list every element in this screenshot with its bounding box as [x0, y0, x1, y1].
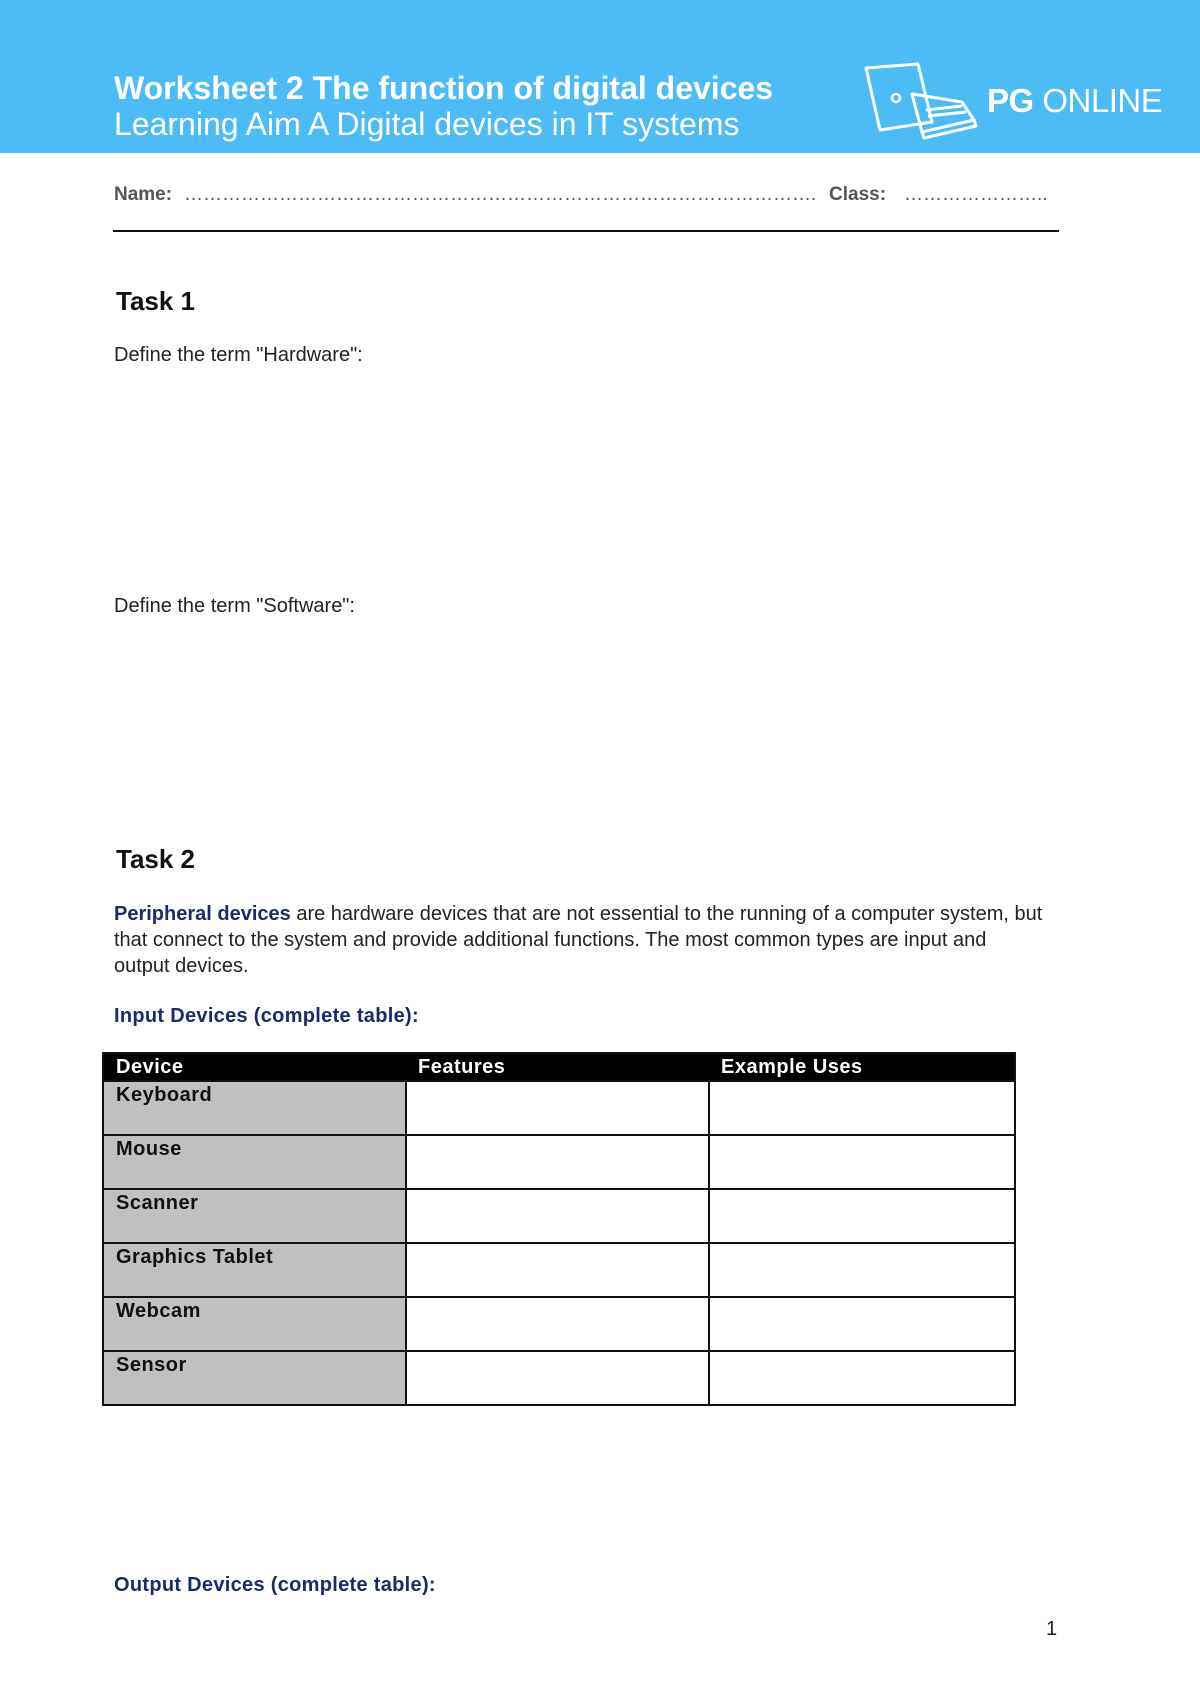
peripheral-term: Peripheral devices	[114, 903, 291, 925]
logo-online-text: ONLINE	[1042, 82, 1163, 119]
table-row	[103, 1189, 1015, 1243]
column-header-features: Features	[406, 1053, 709, 1081]
example-uses-cell[interactable]	[709, 1243, 1015, 1297]
class-field[interactable]: …………………..	[904, 184, 1048, 205]
logo-wordmark	[987, 82, 1162, 120]
table-row	[103, 1243, 1015, 1297]
peripheral-intro	[114, 901, 1044, 979]
logo-pg-text: PG	[987, 82, 1034, 119]
table-header-row	[103, 1053, 1015, 1081]
worksheet-subtitle: Learning Aim A Digital devices in IT systems	[114, 106, 740, 142]
laptop-icon	[862, 62, 982, 142]
worksheet-title: Worksheet 2 The function of digital devices	[114, 70, 774, 106]
header-divider	[113, 230, 1059, 232]
example-uses-cell[interactable]	[709, 1135, 1015, 1189]
page-number: 1	[1046, 1618, 1058, 1640]
device-name-cell: Keyboard	[103, 1081, 406, 1135]
table-row	[103, 1135, 1015, 1189]
peripheral-description: are hardware devices that are not essential to the running of a computer system, but that connect to the system and provide additional functions. The most common types are input and output devices.	[114, 903, 1043, 977]
column-header-device: Device	[103, 1053, 406, 1081]
features-cell[interactable]	[406, 1189, 709, 1243]
page-header	[0, 0, 1200, 153]
features-cell[interactable]	[406, 1243, 709, 1297]
student-info-row	[114, 184, 1058, 208]
hardware-prompt: Define the term "Hardware":	[114, 344, 363, 366]
output-devices-heading: Output Devices (complete table):	[114, 1574, 436, 1596]
features-cell[interactable]	[406, 1297, 709, 1351]
task1-heading: Task 1	[116, 286, 196, 316]
features-cell[interactable]	[406, 1135, 709, 1189]
example-uses-cell[interactable]	[709, 1351, 1015, 1405]
software-prompt: Define the term "Software":	[114, 595, 355, 617]
device-name-cell: Mouse	[103, 1135, 406, 1189]
input-devices-heading: Input Devices (complete table):	[114, 1005, 419, 1027]
pg-online-logo	[862, 62, 1162, 142]
example-uses-cell[interactable]	[709, 1297, 1015, 1351]
name-field[interactable]: ……………………………………………………………………………………….	[184, 184, 817, 205]
device-name-cell: Webcam	[103, 1297, 406, 1351]
example-uses-cell[interactable]	[709, 1189, 1015, 1243]
device-name-cell: Graphics Tablet	[103, 1243, 406, 1297]
class-label: Class:	[829, 184, 887, 205]
device-name-cell: Scanner	[103, 1189, 406, 1243]
features-cell[interactable]	[406, 1081, 709, 1135]
input-devices-table	[102, 1052, 1016, 1406]
name-label: Name:	[114, 184, 173, 205]
table-row	[103, 1081, 1015, 1135]
table-row	[103, 1297, 1015, 1351]
features-cell[interactable]	[406, 1351, 709, 1405]
example-uses-cell[interactable]	[709, 1081, 1015, 1135]
table-row	[103, 1351, 1015, 1405]
device-name-cell: Sensor	[103, 1351, 406, 1405]
task2-heading: Task 2	[116, 844, 196, 874]
column-header-example-uses: Example Uses	[709, 1053, 1015, 1081]
